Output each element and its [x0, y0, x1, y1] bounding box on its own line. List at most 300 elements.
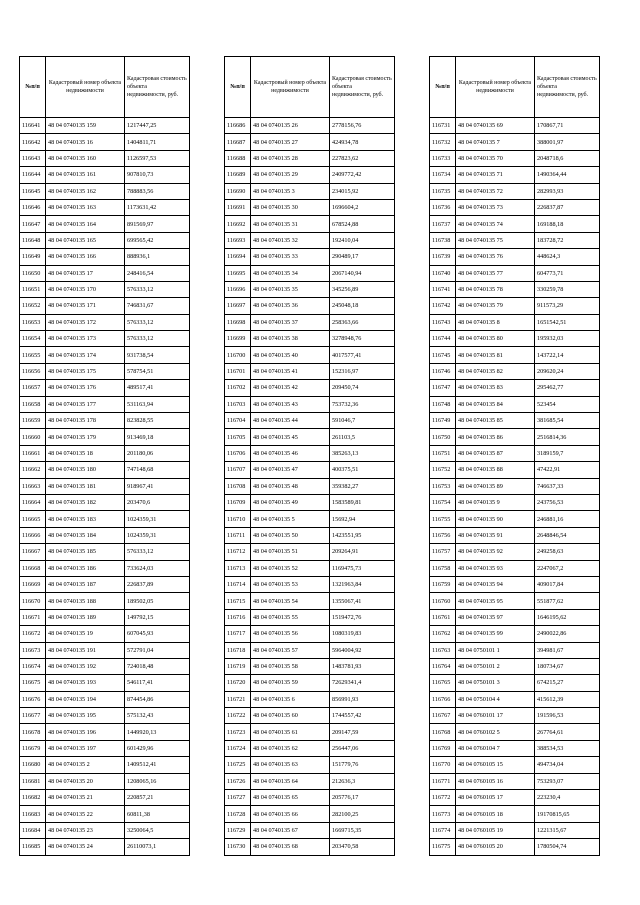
cadastral-number: 48 04 0740135 159: [46, 118, 125, 134]
table-row: [20, 429, 190, 445]
table-row: [430, 511, 600, 527]
table-row: [430, 658, 600, 674]
cadastral-number: 48 04 0740135 84: [456, 396, 535, 412]
table-row: [430, 642, 600, 658]
row-number: 116678: [20, 724, 46, 740]
row-number: 116765: [430, 675, 456, 691]
row-number: 116731: [430, 118, 456, 134]
cadastral-value: 205776,17: [330, 790, 395, 806]
cadastral-value: 874454,86: [125, 691, 190, 707]
row-number: 116643: [20, 150, 46, 166]
cadastral-value: 607045,93: [125, 626, 190, 642]
table-row: [225, 314, 395, 330]
cadastral-value: 724018,48: [125, 658, 190, 674]
cadastral-value: 1483781,93: [330, 658, 395, 674]
table-row: [225, 658, 395, 674]
row-number: 116760: [430, 593, 456, 609]
row-number: 116745: [430, 347, 456, 363]
cadastral-value: 2067140,94: [330, 265, 395, 281]
table-row: [430, 167, 600, 183]
cadastral-value: 1409512,41: [125, 757, 190, 773]
cadastral-value: 245048,18: [330, 298, 395, 314]
cadastral-value: 180734,67: [535, 658, 600, 674]
cadastral-number: 48 04 0740135 175: [46, 363, 125, 379]
table-row: [225, 740, 395, 756]
cadastral-number: 48 04 0740135 3: [251, 183, 330, 199]
cadastral-number: 48 04 0740135 59: [251, 675, 330, 691]
table-row: [430, 560, 600, 576]
cadastral-number: 48 04 0740135 42: [251, 380, 330, 396]
table-row: [225, 429, 395, 445]
table-row: [430, 281, 600, 297]
cadastral-number: 48 04 0760102 5: [456, 724, 535, 740]
cadastral-number: 48 04 0750104 4: [456, 691, 535, 707]
cadastral-value: 823828,55: [125, 413, 190, 429]
table-row: [20, 314, 190, 330]
cadastral-number: 48 04 0740135 33: [251, 249, 330, 265]
table-row: [430, 527, 600, 543]
row-number: 116676: [20, 691, 46, 707]
cadastral-value: 523454: [535, 396, 600, 412]
cadastral-table-3: [429, 56, 600, 856]
header-number: №п/п: [20, 57, 46, 118]
cadastral-value: 226837,87: [535, 199, 600, 215]
row-number: 116723: [225, 724, 251, 740]
cadastral-number: 48 04 0740135 29: [251, 167, 330, 183]
table-row: [225, 478, 395, 494]
cadastral-number: 48 04 0740135 171: [46, 298, 125, 314]
header-number: №п/п: [430, 57, 456, 118]
cadastral-value: 424934,78: [330, 134, 395, 150]
row-number: 116657: [20, 380, 46, 396]
row-number: 116719: [225, 658, 251, 674]
cadastral-number: 48 04 0740135 183: [46, 511, 125, 527]
row-number: 116747: [430, 380, 456, 396]
header-number: №п/п: [225, 57, 251, 118]
row-number: 116764: [430, 658, 456, 674]
table-row: [20, 593, 190, 609]
cadastral-number: 48 04 0740135 99: [456, 626, 535, 642]
table-row: [20, 724, 190, 740]
row-number: 116687: [225, 134, 251, 150]
cadastral-number: 48 04 0740135 62: [251, 740, 330, 756]
row-number: 116759: [430, 576, 456, 592]
table-row: [430, 314, 600, 330]
table-row: [20, 118, 190, 134]
cadastral-value: 1173631,42: [125, 199, 190, 215]
cadastral-number: 48 04 0740135 16: [46, 134, 125, 150]
table-row: [225, 822, 395, 838]
cadastral-number: 48 04 0740135 90: [456, 511, 535, 527]
row-number: 116662: [20, 462, 46, 478]
cadastral-value: 531163,94: [125, 396, 190, 412]
row-number: 116762: [430, 626, 456, 642]
row-number: 116714: [225, 576, 251, 592]
cadastral-number: 48 04 0750101 1: [456, 642, 535, 658]
row-number: 116749: [430, 413, 456, 429]
row-number: 116664: [20, 494, 46, 510]
table-row: [225, 790, 395, 806]
table-row: [20, 675, 190, 691]
row-number: 116740: [430, 265, 456, 281]
table-row: [20, 642, 190, 658]
table-row: [20, 249, 190, 265]
cadastral-number: 48 04 0740135 45: [251, 429, 330, 445]
cadastral-value: 1321963,84: [330, 576, 395, 592]
cadastral-value: 209147,59: [330, 724, 395, 740]
cadastral-value: 448624,3: [535, 249, 600, 265]
cadastral-value: 2490022,86: [535, 626, 600, 642]
table-row: [430, 347, 600, 363]
cadastral-number: 48 04 0740135 73: [456, 199, 535, 215]
cadastral-value: 907810,73: [125, 167, 190, 183]
cadastral-value: 753293,07: [535, 773, 600, 789]
row-number: 116651: [20, 281, 46, 297]
cadastral-number: 48 04 0740135 79: [456, 298, 535, 314]
cadastral-table-2: [224, 56, 395, 856]
cadastral-value: 220857,21: [125, 790, 190, 806]
cadastral-value: 388001,97: [535, 134, 600, 150]
row-number: 116744: [430, 331, 456, 347]
cadastral-number: 48 04 0740135 97: [456, 609, 535, 625]
cadastral-number: 48 04 0740135 88: [456, 462, 535, 478]
row-number: 116706: [225, 445, 251, 461]
table-row: [20, 658, 190, 674]
cadastral-number: 48 04 0750101 3: [456, 675, 535, 691]
table-row: [20, 527, 190, 543]
cadastral-number: 48 04 0740135 55: [251, 609, 330, 625]
cadastral-number: 48 04 0740135 36: [251, 298, 330, 314]
cadastral-value: 1208065,16: [125, 773, 190, 789]
cadastral-value: 209620,24: [535, 363, 600, 379]
table-row: [20, 298, 190, 314]
cadastral-number: 48 04 0760104 7: [456, 740, 535, 756]
row-number: 116698: [225, 314, 251, 330]
row-number: 116729: [225, 822, 251, 838]
cadastral-value: 494734,04: [535, 757, 600, 773]
table-row: [430, 708, 600, 724]
cadastral-number: 48 04 0740135 63: [251, 757, 330, 773]
cadastral-number: 48 04 0740135 41: [251, 363, 330, 379]
row-number: 116647: [20, 216, 46, 232]
row-number: 116753: [430, 478, 456, 494]
table-row: [430, 462, 600, 478]
header-row: [225, 57, 395, 118]
row-number: 116684: [20, 822, 46, 838]
cadastral-number: 48 04 0740135 66: [251, 806, 330, 822]
row-number: 116697: [225, 298, 251, 314]
cadastral-value: 578754,51: [125, 363, 190, 379]
row-number: 116660: [20, 429, 46, 445]
table-row: [225, 183, 395, 199]
cadastral-value: 572791,04: [125, 642, 190, 658]
table-row: [430, 609, 600, 625]
table-row: [225, 839, 395, 855]
row-number: 116656: [20, 363, 46, 379]
row-number: 116770: [430, 757, 456, 773]
cadastral-value: 170867,71: [535, 118, 600, 134]
row-number: 116682: [20, 790, 46, 806]
row-number: 116746: [430, 363, 456, 379]
row-number: 116768: [430, 724, 456, 740]
cadastral-number: 48 04 0740135 40: [251, 347, 330, 363]
cadastral-value: 151779,76: [330, 757, 395, 773]
cadastral-value: 47422,91: [535, 462, 600, 478]
table-row: [20, 462, 190, 478]
table-row: [20, 347, 190, 363]
row-number: 116700: [225, 347, 251, 363]
table-row: [20, 740, 190, 756]
row-number: 116735: [430, 183, 456, 199]
table-row: [225, 806, 395, 822]
table-row: [225, 167, 395, 183]
table-row: [225, 642, 395, 658]
cadastral-number: 48 04 0740135 86: [456, 429, 535, 445]
table-row: [430, 806, 600, 822]
cadastral-number: 48 04 0740135 196: [46, 724, 125, 740]
cadastral-number: 48 04 0740135 178: [46, 413, 125, 429]
table-row: [225, 462, 395, 478]
row-number: 116708: [225, 478, 251, 494]
cadastral-number: 48 04 0740135 182: [46, 494, 125, 510]
cadastral-value: 267764,61: [535, 724, 600, 740]
cadastral-value: 388534,53: [535, 740, 600, 756]
table-row: [430, 626, 600, 642]
table-row: [430, 216, 600, 232]
cadastral-value: 1696604,2: [330, 199, 395, 215]
table-row: [430, 544, 600, 560]
cadastral-number: 48 04 0740135 195: [46, 708, 125, 724]
cadastral-value: 911573,29: [535, 298, 600, 314]
table-row: [20, 691, 190, 707]
table-row: [20, 511, 190, 527]
table-row: [430, 134, 600, 150]
cadastral-value: 385263,13: [330, 445, 395, 461]
cadastral-value: 1126597,53: [125, 150, 190, 166]
table-row: [430, 413, 600, 429]
cadastral-value: 72629341,4: [330, 675, 395, 691]
cadastral-value: 856991,93: [330, 691, 395, 707]
row-number: 116688: [225, 150, 251, 166]
cadastral-number: 48 04 0740135 85: [456, 413, 535, 429]
cadastral-value: 576333,12: [125, 314, 190, 330]
cadastral-value: 295462,77: [535, 380, 600, 396]
table-row: [430, 494, 600, 510]
cadastral-value: 1744557,42: [330, 708, 395, 724]
cadastral-number: 48 04 0740135 19: [46, 626, 125, 642]
cadastral-number: 48 04 0760105 20: [456, 839, 535, 855]
cadastral-value: 591046,7: [330, 413, 395, 429]
cadastral-number: 48 04 0740135 6: [251, 691, 330, 707]
cadastral-number: 48 04 0740135 54: [251, 593, 330, 609]
header-row: [430, 57, 600, 118]
cadastral-value: 2648846,54: [535, 527, 600, 543]
cadastral-value: 489517,41: [125, 380, 190, 396]
cadastral-number: 48 04 0740135 188: [46, 593, 125, 609]
row-number: 116695: [225, 265, 251, 281]
table-row: [20, 773, 190, 789]
cadastral-number: 48 04 0740135 191: [46, 642, 125, 658]
row-number: 116668: [20, 560, 46, 576]
table-row: [225, 396, 395, 412]
cadastral-number: 48 04 0740135 165: [46, 232, 125, 248]
cadastral-number: 48 04 0740135 69: [456, 118, 535, 134]
table-row: [225, 757, 395, 773]
cadastral-number: 48 04 0740135 48: [251, 478, 330, 494]
row-number: 116732: [430, 134, 456, 150]
table-row: [225, 363, 395, 379]
cadastral-number: 48 04 0740135 49: [251, 494, 330, 510]
cadastral-value: 209264,91: [330, 544, 395, 560]
cadastral-value: 248416,54: [125, 265, 190, 281]
table-row: [20, 544, 190, 560]
row-number: 116650: [20, 265, 46, 281]
cadastral-value: 891569,97: [125, 216, 190, 232]
cadastral-number: 48 04 0740135 53: [251, 576, 330, 592]
cadastral-number: 48 04 0740135 95: [456, 593, 535, 609]
cadastral-value: 60811,38: [125, 806, 190, 822]
cadastral-value: 26110073,1: [125, 839, 190, 855]
cadastral-number: 48 04 0740135 179: [46, 429, 125, 445]
row-number: 116721: [225, 691, 251, 707]
cadastral-number: 48 04 0740135 189: [46, 609, 125, 625]
cadastral-value: 1169475,73: [330, 560, 395, 576]
cadastral-value: 169188,18: [535, 216, 600, 232]
row-number: 116754: [430, 494, 456, 510]
row-number: 116728: [225, 806, 251, 822]
row-number: 116654: [20, 331, 46, 347]
cadastral-number: 48 04 0740135 34: [251, 265, 330, 281]
cadastral-value: 1519472,76: [330, 609, 395, 625]
cadastral-number: 48 04 0740135 35: [251, 281, 330, 297]
cadastral-number: 48 04 0740135 47: [251, 462, 330, 478]
cadastral-number: 48 04 0740135 50: [251, 527, 330, 543]
table-row: [225, 675, 395, 691]
table-row: [225, 413, 395, 429]
table-row: [20, 281, 190, 297]
cadastral-number: 48 04 0740135 52: [251, 560, 330, 576]
row-number: 116663: [20, 478, 46, 494]
cadastral-number: 48 04 0740135 192: [46, 658, 125, 674]
cadastral-value: 201180,06: [125, 445, 190, 461]
cadastral-number: 48 04 0740135 83: [456, 380, 535, 396]
row-number: 116646: [20, 199, 46, 215]
cadastral-value: 209450,74: [330, 380, 395, 396]
cadastral-value: 575132,43: [125, 708, 190, 724]
table-row: [430, 691, 600, 707]
cadastral-number: 48 04 0740135 172: [46, 314, 125, 330]
cadastral-number: 48 04 0740135 21: [46, 790, 125, 806]
cadastral-number: 48 04 0740135 20: [46, 773, 125, 789]
row-number: 116642: [20, 134, 46, 150]
table-row: [20, 576, 190, 592]
row-number: 116667: [20, 544, 46, 560]
cadastral-number: 48 04 0740135 76: [456, 249, 535, 265]
cadastral-number: 48 04 0740135 197: [46, 740, 125, 756]
table-row: [225, 331, 395, 347]
cadastral-number: 48 04 0740135 72: [456, 183, 535, 199]
cadastral-number: 48 04 0740135 92: [456, 544, 535, 560]
cadastral-value: 2778156,76: [330, 118, 395, 134]
table-row: [225, 609, 395, 625]
cadastral-number: 48 04 0740135 173: [46, 331, 125, 347]
cadastral-number: 48 04 0740135 163: [46, 199, 125, 215]
table-row: [20, 199, 190, 215]
table-row: [225, 380, 395, 396]
table-row: [225, 281, 395, 297]
table-row: [430, 331, 600, 347]
table-row: [430, 445, 600, 461]
table-row: [430, 298, 600, 314]
table-row: [20, 609, 190, 625]
cadastral-number: 48 04 0740135 174: [46, 347, 125, 363]
table-row: [430, 790, 600, 806]
table-row: [20, 839, 190, 855]
header-cadastral-value: Кадастровая стоимость объекта недвижимости, руб.: [535, 57, 600, 118]
cadastral-number: 48 04 0740135 22: [46, 806, 125, 822]
cadastral-value: 249258,63: [535, 544, 600, 560]
cadastral-value: 1490364,44: [535, 167, 600, 183]
cadastral-value: 258363,66: [330, 314, 395, 330]
table-row: [20, 363, 190, 379]
cadastral-number: 48 04 0740135 70: [456, 150, 535, 166]
row-number: 116773: [430, 806, 456, 822]
row-number: 116690: [225, 183, 251, 199]
cadastral-value: 203470,58: [330, 839, 395, 855]
row-number: 116680: [20, 757, 46, 773]
table-row: [225, 298, 395, 314]
cadastral-value: 3250064,5: [125, 822, 190, 838]
table-row: [225, 511, 395, 527]
row-number: 116705: [225, 429, 251, 445]
row-number: 116693: [225, 232, 251, 248]
table-row: [430, 118, 600, 134]
cadastral-number: 48 04 0740135 7: [456, 134, 535, 150]
table-row: [430, 249, 600, 265]
cadastral-value: 604773,71: [535, 265, 600, 281]
cadastral-number: 48 04 0740135 18: [46, 445, 125, 461]
cadastral-value: 15692,94: [330, 511, 395, 527]
cadastral-number: 48 04 0740135 170: [46, 281, 125, 297]
table-row: [20, 494, 190, 510]
cadastral-number: 48 04 0740135 187: [46, 576, 125, 592]
cadastral-value: 753732,36: [330, 396, 395, 412]
cadastral-number: 48 04 0740135 75: [456, 232, 535, 248]
cadastral-number: 48 04 0740135 80: [456, 331, 535, 347]
cadastral-value: 143722,14: [535, 347, 600, 363]
row-number: 116672: [20, 626, 46, 642]
cadastral-value: 1217447,25: [125, 118, 190, 134]
cadastral-value: 746637,33: [535, 478, 600, 494]
row-number: 116774: [430, 822, 456, 838]
cadastral-value: 2247067,2: [535, 560, 600, 576]
cadastral-value: 330259,78: [535, 281, 600, 297]
cadastral-value: 888936,1: [125, 249, 190, 265]
cadastral-value: 223230,4: [535, 790, 600, 806]
cadastral-number: 48 04 0740135 5: [251, 511, 330, 527]
table-row: [430, 429, 600, 445]
cadastral-value: 747148,68: [125, 462, 190, 478]
cadastral-number: 48 04 0740135 181: [46, 478, 125, 494]
cadastral-value: 546117,41: [125, 675, 190, 691]
row-number: 116710: [225, 511, 251, 527]
row-number: 116670: [20, 593, 46, 609]
cadastral-number: 48 04 0760105 17: [456, 790, 535, 806]
cadastral-number: 48 04 0740135 24: [46, 839, 125, 855]
header-cadastral-number: Кадастровый номер объекта недвижимости: [456, 57, 535, 118]
cadastral-value: 246881,16: [535, 511, 600, 527]
cadastral-table-1: [19, 56, 190, 856]
